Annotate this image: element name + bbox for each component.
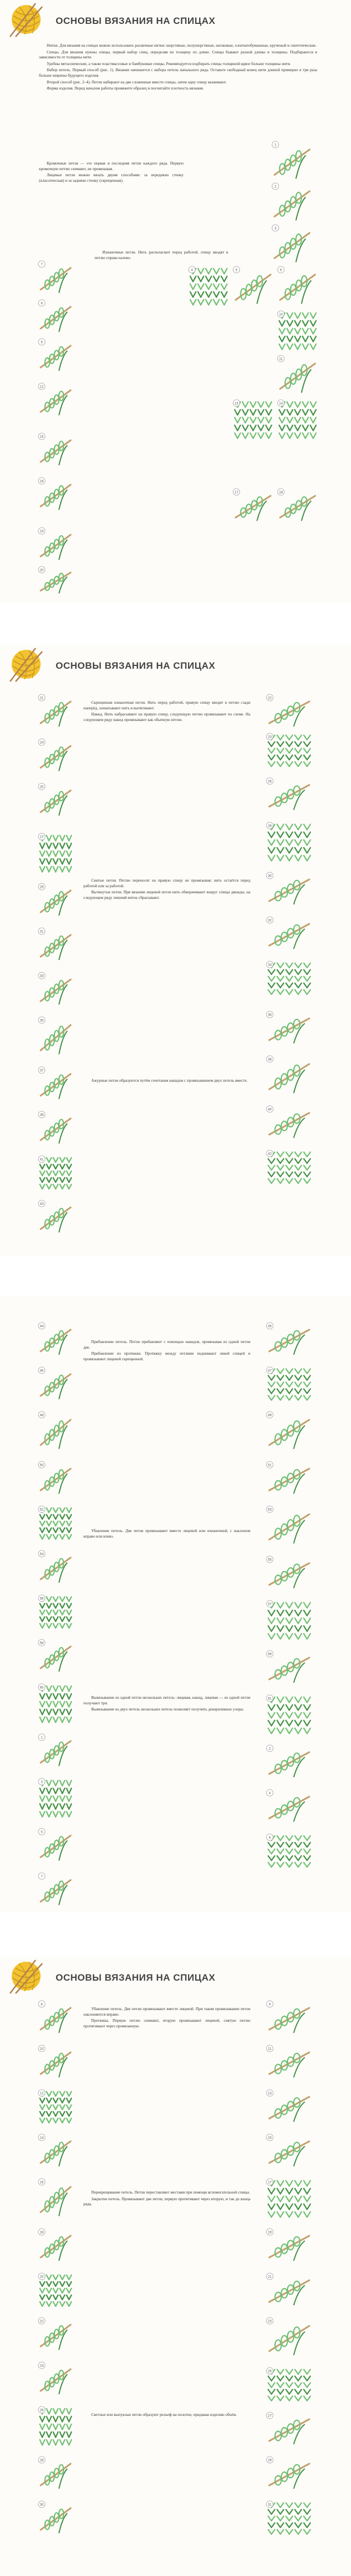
knit-swatch-illustration xyxy=(267,1695,312,1734)
figure-number xyxy=(38,1111,46,1118)
figure-number xyxy=(266,1505,274,1513)
svg-text:28: 28 xyxy=(39,2459,44,2463)
text-col xyxy=(83,1078,250,1085)
svg-text:53: 53 xyxy=(268,1508,272,1512)
figure-number xyxy=(266,2411,274,2419)
figure-number xyxy=(38,338,46,346)
section-header xyxy=(0,1957,351,1996)
text-col xyxy=(83,2190,250,2209)
figure-number xyxy=(266,1011,274,1018)
figure-number xyxy=(38,1733,46,1741)
svg-text:2: 2 xyxy=(274,185,276,189)
needle-illustration xyxy=(267,2135,312,2168)
figure-number xyxy=(38,1066,46,1074)
svg-text:14: 14 xyxy=(39,2136,44,2140)
text-col xyxy=(83,1695,250,1714)
figure-number xyxy=(266,2367,274,2375)
paragraph: Нитки. Для вязания на спицах можно использовать различные нитки: шерстяные, полушерстяные, шелковые, хлопчатобумажные, крученый и синтетические. xyxy=(47,43,317,48)
svg-text:4: 4 xyxy=(269,1792,271,1796)
figure-number xyxy=(38,566,46,574)
figure-number xyxy=(277,399,285,407)
section-header xyxy=(0,645,351,684)
figure-number xyxy=(38,694,46,702)
figure-number xyxy=(38,2045,46,2052)
figure-number xyxy=(38,2178,46,2186)
figure-number xyxy=(266,2134,274,2141)
figure-number xyxy=(266,777,274,785)
svg-text:2: 2 xyxy=(269,1747,271,1751)
svg-text:31: 31 xyxy=(39,930,44,934)
figure-number xyxy=(38,2228,46,2236)
figure-number xyxy=(271,141,279,148)
paragraph: Скрещенная изнаночная петля. Нить перед работой, правую спицу вводят в петлю сзади наперёд, захватывают нить и вытягивают. xyxy=(83,700,250,710)
figure-number xyxy=(266,1055,274,1063)
needle-illustration xyxy=(267,1556,312,1590)
svg-text:42: 42 xyxy=(268,1152,272,1156)
figure-number xyxy=(266,2272,274,2280)
figure-number xyxy=(266,1366,274,1374)
needle-illustration xyxy=(267,2318,312,2357)
svg-text:1: 1 xyxy=(274,143,276,147)
figure-number xyxy=(266,2317,274,2325)
svg-text:56: 56 xyxy=(39,1597,44,1601)
needle-illustration xyxy=(267,778,312,812)
svg-text:36: 36 xyxy=(268,1013,272,1017)
svg-text:13: 13 xyxy=(234,402,239,406)
needle-illustration xyxy=(267,1056,312,1095)
svg-text:52: 52 xyxy=(39,1508,44,1512)
figure-number xyxy=(266,1461,274,1469)
knit-swatch-illustration xyxy=(267,1151,312,1184)
svg-text:30: 30 xyxy=(268,874,272,878)
figure-number xyxy=(266,822,274,829)
svg-text:9: 9 xyxy=(41,341,43,345)
svg-text:4: 4 xyxy=(191,268,193,272)
figure-number xyxy=(38,2089,46,2097)
svg-text:8: 8 xyxy=(41,2003,43,2007)
knit-swatch-illustration xyxy=(267,734,312,767)
paragraph: Форма изделия. Перед началом работы провяжите образец и посчитайте плотность вязания. xyxy=(47,86,204,91)
svg-text:40: 40 xyxy=(268,1108,272,1112)
figure-number xyxy=(38,2317,46,2325)
paragraph: Прибавление из протяжки. Протяжку между петлями поднимают левой спицей и провязывают лицевой скрещенной. xyxy=(83,1351,250,1361)
figure-number xyxy=(38,382,46,390)
figure-number xyxy=(188,266,196,273)
svg-text:20: 20 xyxy=(39,569,44,573)
svg-text:33: 33 xyxy=(39,974,44,978)
figure-number xyxy=(233,399,240,407)
paragraph: Набор петель. Первый способ (рис. 1). Вязание начинается с набора петель начального ряда. Оставьте свободный конец нити длиной примерно в три раза больше ширины будущего изделия. xyxy=(39,68,317,78)
svg-text:26: 26 xyxy=(268,780,272,784)
svg-text:3: 3 xyxy=(41,1781,43,1784)
svg-text:19: 19 xyxy=(39,530,44,534)
yarn-ball-icon xyxy=(8,1958,45,1995)
needle-illustration xyxy=(267,2457,312,2490)
svg-text:38: 38 xyxy=(268,1058,272,1062)
needle-illustration xyxy=(267,1651,312,1684)
figure-number xyxy=(233,488,240,496)
text-col xyxy=(83,700,250,724)
svg-text:3: 3 xyxy=(274,227,276,231)
svg-text:29: 29 xyxy=(39,886,44,889)
figure-number xyxy=(266,1555,274,1563)
figure-number xyxy=(266,961,274,968)
needle-illustration xyxy=(267,2001,312,2035)
figure-number xyxy=(266,916,274,924)
figure-number xyxy=(266,1833,274,1841)
knit-swatch-illustration xyxy=(267,2502,312,2535)
svg-text:1: 1 xyxy=(41,1736,43,1740)
figure-number xyxy=(38,833,46,841)
svg-text:13: 13 xyxy=(268,2092,272,2096)
figure-number xyxy=(38,2500,46,2508)
svg-text:31: 31 xyxy=(268,2503,272,2507)
figure-number xyxy=(266,1744,274,1752)
figure-number xyxy=(266,1150,274,1157)
svg-text:21: 21 xyxy=(268,2275,272,2279)
figure-number xyxy=(38,2134,46,2141)
svg-text:58: 58 xyxy=(39,1642,44,1645)
paragraph: Закрытие петель. Провязывают две петли, первую протягивают через вторую, и так до конца ряда. xyxy=(83,2196,250,2207)
svg-text:6: 6 xyxy=(269,1836,271,1840)
figure-number xyxy=(38,1778,46,1786)
knit-swatch-illustration xyxy=(267,823,312,862)
svg-text:14: 14 xyxy=(279,402,283,406)
needle-illustration xyxy=(267,2413,312,2446)
paragraph: Убавление петель. Две петли провязывают вместе лицевой. При таком провязывании петли наклоняются вправо. xyxy=(83,2007,250,2017)
yarn-ball-icon xyxy=(8,646,45,683)
svg-text:26: 26 xyxy=(39,2409,44,2413)
svg-text:15: 15 xyxy=(268,2136,272,2140)
svg-text:43: 43 xyxy=(39,1202,44,1206)
svg-text:54: 54 xyxy=(39,1553,44,1556)
figure-number xyxy=(38,1505,46,1513)
svg-text:5: 5 xyxy=(41,1831,43,1834)
svg-text:5: 5 xyxy=(235,268,238,272)
svg-text:10: 10 xyxy=(279,313,283,317)
paragraph: Снятые петли. Петлю переносят на правую спицу не провязывая; нить остаётся перед работой или за работой. xyxy=(83,878,250,888)
page-title: ОСНОВЫ ВЯЗАНИЯ НА СПИЦАХ xyxy=(56,660,216,671)
svg-text:9: 9 xyxy=(269,2003,271,2007)
paragraph: Светлые или выпуклые петли образуют рельеф на полотне, придавая изделию объём. xyxy=(91,2413,237,2417)
figure-number xyxy=(38,299,46,307)
text-col xyxy=(83,2007,250,2030)
figure-number xyxy=(266,2045,274,2052)
figure-number xyxy=(266,1322,274,1330)
svg-text:59: 59 xyxy=(268,1653,272,1657)
figure-number xyxy=(38,1155,46,1163)
svg-text:44: 44 xyxy=(39,1325,44,1329)
figure-number xyxy=(38,738,46,746)
knit-swatch-illustration xyxy=(267,1367,312,1401)
svg-text:8: 8 xyxy=(41,302,43,306)
figure-number xyxy=(233,266,240,273)
figure-number xyxy=(38,432,46,440)
paragraph: Перекрещивание петель. Петли переставляют местами при помощи вспомогательной спицы. xyxy=(91,2190,250,2195)
svg-text:24: 24 xyxy=(39,741,44,745)
figure-number xyxy=(277,488,285,496)
svg-text:49: 49 xyxy=(268,1414,272,1418)
figure-number xyxy=(271,224,279,232)
figure-number xyxy=(277,310,285,318)
needle-illustration xyxy=(267,1790,312,1823)
svg-text:22: 22 xyxy=(268,697,272,700)
figure-number xyxy=(266,2228,274,2236)
paragraph: Второй способ (рис. 2–4). Петли набирают на две сложенные вместе спицы, затем одну спицу вынимают. xyxy=(47,79,227,84)
figure-number xyxy=(38,783,46,790)
needle-illustration xyxy=(267,1323,312,1356)
svg-text:7: 7 xyxy=(41,263,43,267)
svg-text:27: 27 xyxy=(268,2414,272,2418)
figure-number xyxy=(38,260,46,268)
figure-number xyxy=(38,1872,46,1880)
svg-text:23: 23 xyxy=(268,735,272,739)
paragraph: Убавление петель. Две петли провязывают вместе лицевой или изнаночной, с наклоном вправо или влево. xyxy=(83,1529,250,1539)
figure-number xyxy=(266,2500,274,2508)
figure-number xyxy=(38,2000,46,2008)
text-col xyxy=(83,2413,250,2419)
paragraph: Кромочные петли — это первая и последняя петли каждого ряда. Первую кромочную петлю снимают, не провязывая. xyxy=(39,161,184,171)
svg-text:20: 20 xyxy=(39,2275,44,2279)
figure-number xyxy=(266,694,274,702)
svg-text:18: 18 xyxy=(279,491,283,495)
svg-text:11: 11 xyxy=(279,357,283,361)
figure-number xyxy=(38,2361,46,2369)
figure-number xyxy=(266,1411,274,1419)
svg-text:23: 23 xyxy=(268,2320,272,2324)
figure-number xyxy=(38,1016,46,1024)
text-col xyxy=(95,250,228,262)
needle-illustration xyxy=(267,2046,312,2079)
figure-number xyxy=(266,2000,274,2008)
svg-text:18: 18 xyxy=(39,2231,44,2235)
needle-illustration xyxy=(267,1412,312,1451)
needle-illustration xyxy=(267,2274,312,2307)
text-col xyxy=(39,161,184,185)
figure-number xyxy=(277,355,285,362)
needle-illustration xyxy=(267,1506,312,1545)
svg-text:39: 39 xyxy=(39,1113,44,1117)
svg-text:7: 7 xyxy=(41,1875,43,1879)
figure-number xyxy=(38,1200,46,1207)
figure-number xyxy=(266,1789,274,1797)
figure-number xyxy=(38,1366,46,1374)
figure-number xyxy=(266,1600,274,1608)
figure-number xyxy=(38,477,46,485)
figure-number xyxy=(38,1594,46,1602)
svg-text:30: 30 xyxy=(39,2503,44,2507)
page-title: ОСНОВЫ ВЯЗАНИЯ НА СПИЦАХ xyxy=(56,16,216,26)
figure-number xyxy=(266,1105,274,1113)
knit-swatch-illustration xyxy=(267,1601,312,1640)
needle-illustration xyxy=(267,873,312,906)
yarn-ball-icon xyxy=(8,1,45,38)
knit-swatch-illustration xyxy=(267,2179,312,2218)
svg-text:29: 29 xyxy=(268,2459,272,2463)
figure-number xyxy=(38,1461,46,1469)
paragraph: Накид. Нить набрасывают на правую спицу, следующую петлю провязывают по схеме. На следующем ряду накид провязывают как обычную петлю. xyxy=(83,712,250,722)
figure-number xyxy=(38,1322,46,1330)
paragraph: Ажурные петли образуются путём сочетания накидов с провязыванием двух петель вместе. xyxy=(91,1078,248,1083)
svg-text:16: 16 xyxy=(39,480,44,484)
knit-swatch-illustration xyxy=(267,2368,312,2401)
svg-text:10: 10 xyxy=(39,2047,44,2051)
paragraph: Удобны металлические, а также пластмассовые и бамбуковые спицы. Рекомендуется подбирать спицы толщиной вдвое больше толщины нити. xyxy=(47,61,291,66)
svg-text:57: 57 xyxy=(268,1603,272,1607)
figure-number xyxy=(38,1639,46,1647)
svg-text:15: 15 xyxy=(39,435,44,439)
needle-illustration xyxy=(267,2090,312,2124)
svg-text:21: 21 xyxy=(39,697,44,700)
paragraph: Лицевые петли можно вязать двумя способами: за переднюю стенку (классическая) и за заднюю стенку (скрещенная). xyxy=(39,173,184,183)
figure-number xyxy=(266,2089,274,2097)
svg-text:61: 61 xyxy=(268,1697,272,1701)
svg-text:60: 60 xyxy=(39,1686,44,1690)
svg-text:50: 50 xyxy=(39,1464,44,1468)
intro-text xyxy=(39,43,317,93)
svg-text:35: 35 xyxy=(39,1019,44,1023)
paragraph: Вывязывание из одной петли нескольких петель: лицевая, накид, лицевая — из одной петли получают три. xyxy=(83,1695,250,1705)
svg-text:45: 45 xyxy=(268,1325,272,1329)
figure-number xyxy=(266,872,274,879)
figure-number xyxy=(266,1650,274,1658)
svg-text:51: 51 xyxy=(268,1464,272,1468)
svg-text:17: 17 xyxy=(234,491,239,495)
needle-illustration xyxy=(267,2229,312,2262)
figure-number xyxy=(38,2456,46,2464)
paragraph: Прибавление петель. Петли прибавляют с помощью накидов, провязывая из одной петли две. xyxy=(83,1340,250,1350)
svg-text:16: 16 xyxy=(39,2181,44,2185)
svg-text:12: 12 xyxy=(39,385,44,389)
figure-number xyxy=(266,2456,274,2464)
figure-number xyxy=(38,927,46,935)
figure-number xyxy=(38,2406,46,2414)
text-col xyxy=(83,1340,250,1363)
figure-number xyxy=(38,2272,46,2280)
figure-number xyxy=(277,266,285,273)
needle-illustration xyxy=(267,1462,312,1495)
section-header xyxy=(0,0,351,39)
svg-text:48: 48 xyxy=(39,1414,44,1418)
svg-text:27: 27 xyxy=(39,836,44,839)
page-title: ОСНОВЫ ВЯЗАНИЯ НА СПИЦАХ xyxy=(56,1972,216,1983)
paragraph: Вытянутые петли. При вязании лицевой петли нить обворачивают вокруг спицы дважды, на следующем ряду лишний виток сбрасывают. xyxy=(83,890,250,900)
knit-swatch-illustration xyxy=(267,1834,312,1868)
needle-illustration xyxy=(267,1012,312,1045)
svg-text:19: 19 xyxy=(268,2231,272,2235)
figure-number xyxy=(38,1683,46,1691)
svg-text:17: 17 xyxy=(268,2181,272,2185)
svg-text:25: 25 xyxy=(39,785,44,789)
text-col xyxy=(83,1529,250,1540)
figure-number xyxy=(38,883,46,891)
paragraph: Изнаночные петли. Нить располагают перед работой, спицу вводят в петлю справа налево. xyxy=(95,250,228,260)
knit-swatch-illustration xyxy=(267,962,312,995)
figure-number xyxy=(38,1828,46,1836)
needle-illustration xyxy=(267,695,312,728)
figure-number xyxy=(38,1550,46,1558)
figure-number xyxy=(271,182,279,190)
svg-text:37: 37 xyxy=(39,1069,44,1073)
needle-illustration xyxy=(267,1745,312,1779)
needle-illustration xyxy=(267,917,312,951)
paragraph: Протяжка. Первую петлю снимают, вторую провязывают лицевой, снятую петлю протягивают через провязанную. xyxy=(83,2018,250,2028)
figure-number xyxy=(38,527,46,535)
svg-text:32: 32 xyxy=(268,919,272,923)
figure-number xyxy=(266,1694,274,1702)
svg-text:6: 6 xyxy=(280,268,282,272)
svg-text:24: 24 xyxy=(39,2364,44,2368)
figure-number xyxy=(266,2178,274,2186)
svg-text:28: 28 xyxy=(268,824,272,828)
svg-text:46: 46 xyxy=(39,1369,44,1373)
svg-text:25: 25 xyxy=(268,2370,272,2374)
paragraph: Спицы. Для вязания нужны спицы, первый набор спиц, определяя их толщину по длине. Спицы бывают разной длины и толщины. Подбираются в зависимости от толщины нити. xyxy=(39,49,317,60)
svg-text:55: 55 xyxy=(268,1558,272,1562)
svg-text:34: 34 xyxy=(268,963,272,967)
svg-text:11: 11 xyxy=(268,2047,272,2051)
text-col xyxy=(83,878,250,902)
svg-text:47: 47 xyxy=(268,1369,272,1373)
figure-number xyxy=(38,1411,46,1419)
svg-text:12: 12 xyxy=(39,2092,44,2096)
figure-number xyxy=(38,972,46,979)
svg-text:22: 22 xyxy=(39,2320,44,2324)
figure-number xyxy=(266,733,274,740)
needle-illustration xyxy=(267,1106,312,1140)
svg-text:41: 41 xyxy=(39,1158,44,1162)
paragraph: Вывязывание из двух петель нескольких петель позволяет получить декоративные узоры. xyxy=(91,1707,244,1712)
